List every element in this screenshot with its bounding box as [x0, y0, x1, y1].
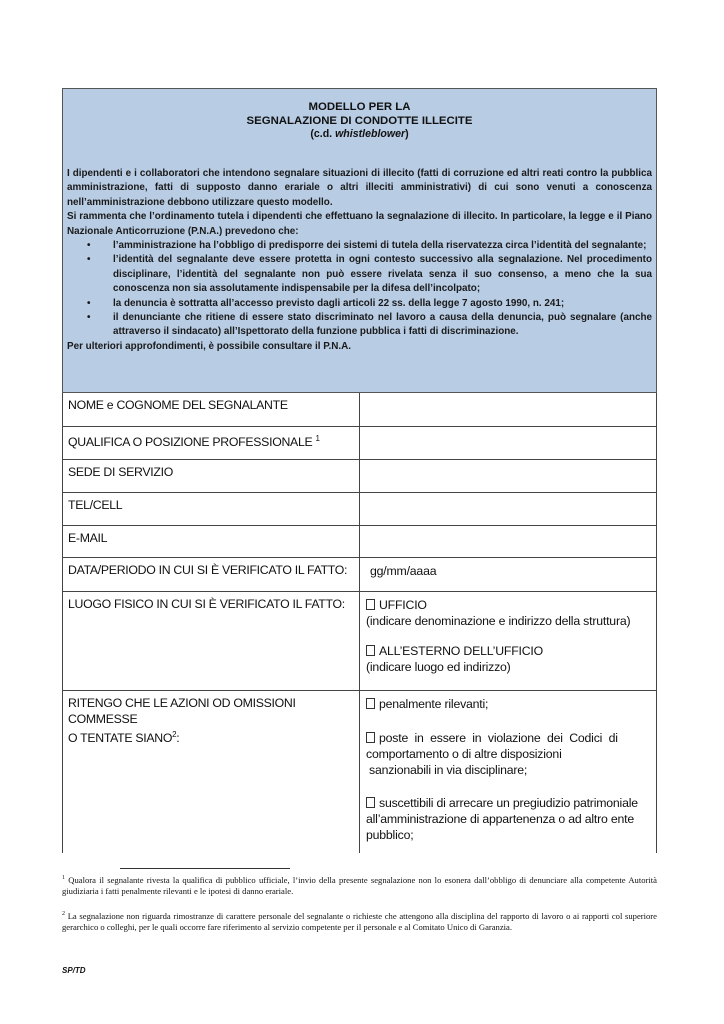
place-option-office[interactable]	[366, 597, 427, 613]
email-label: E-MAIL	[68, 531, 108, 545]
place-option-outside-note: (indicare luogo ed indirizzo)	[366, 660, 511, 674]
footnote-ref-2[interactable]: 2	[172, 730, 177, 739]
intro-paragraph-2: Si rammenta che l’ordinamento tutela i dipendenti che effettuano la segnalazione di illecito. In particolare, la legge e il Piano Nazionale Anticorruzione (P.N.A.) prevedono che:	[67, 211, 652, 237]
form-row-actions	[62, 691, 657, 853]
intro-bullet-list	[67, 239, 652, 340]
form-row-date	[62, 558, 657, 592]
field-label-cell	[63, 493, 360, 525]
form-row-name	[62, 393, 657, 427]
footnote-separator	[120, 868, 290, 869]
checkbox[interactable]	[366, 797, 375, 808]
name-field[interactable]	[360, 393, 656, 426]
role-label-text: QUALIFICA O POSIZIONE PROFESSIONALE	[68, 435, 313, 450]
footer-code: SP/TD	[62, 966, 86, 975]
intro-bullet: • la denuncia è sottratta all’accesso previsto dagli articoli 22 ss. della legge 7 agosto 1990, n. 241;	[67, 297, 652, 311]
title-line-2: SEGNALAZIONE DI CONDOTTE ILLECITE	[246, 114, 473, 127]
intro-bullet: • il denunciante che ritiene di essere stato discriminato nel lavoro a causa della denuncia, può segnalare (anche attraverso il sindacato) all’Ispettorato della funzione pubblica i fatti di discriminazione.	[67, 311, 652, 340]
date-placeholder: gg/mm/aaaa	[370, 564, 437, 578]
action-option-codes[interactable]	[366, 730, 648, 746]
intro-paragraph-3: Per ulteriori approfondimenti, è possibile consultare il P.N.A.	[67, 340, 352, 352]
action-option-criminal[interactable]	[366, 696, 488, 712]
footnote-2-number: 2	[62, 911, 65, 917]
form-row-office	[62, 460, 657, 493]
checkbox[interactable]	[366, 599, 375, 610]
date-label: DATA/PERIODO IN CUI SI È VERIFICATO IL FATTO:	[68, 563, 348, 577]
form-row-email	[62, 526, 657, 558]
intro-text	[67, 167, 652, 354]
header-box	[62, 88, 657, 393]
intro-paragraph-1: I dipendenti e i collaboratori che intendono segnalare situazioni di illecito (fatti di corruzione ed altri reati contro la pubblica amministrazione, fatti di supposto danno erariale o altri illeciti amministrativi) di cui sono venuti a conoscenza nell’amministrazione debbono utilizzare questo modello.	[67, 168, 652, 208]
field-label-cell	[63, 427, 360, 459]
footnote-2	[62, 909, 657, 933]
footnote-1-number: 1	[62, 875, 65, 881]
form-row-place	[62, 592, 657, 691]
field-label-cell	[63, 460, 360, 492]
phone-label: TEL/CELL	[68, 498, 123, 512]
office-field[interactable]	[360, 460, 656, 492]
place-option-outside[interactable]	[366, 643, 543, 659]
title-line-3-prefix: (c.d.	[310, 128, 336, 140]
footnote-ref-1[interactable]: 1	[315, 434, 320, 443]
actions-label-colon: :	[176, 731, 180, 746]
actions-label-line-1: RITENGO CHE LE AZIONI OD OMISSIONI COMMESSE	[68, 696, 296, 726]
checkbox[interactable]	[366, 645, 375, 656]
place-option-office-note: (indicare denominazione e indirizzo della struttura)	[366, 614, 631, 628]
action-option-damage-line-2: all’amministrazione di appartenenza o ad altro ente	[366, 812, 635, 826]
office-label: SEDE DI SERVIZIO	[68, 465, 173, 479]
title-line-3-italic: whistleblower	[335, 128, 406, 140]
name-label: NOME e COGNOME DEL SEGNALANTE	[68, 398, 288, 412]
footnote-1	[62, 873, 657, 897]
action-option-criminal-label: penalmente rilevanti;	[379, 697, 489, 711]
document-title	[63, 101, 656, 142]
title-line-3-suffix: )	[405, 128, 409, 140]
footnote-1-text: Qualora il segnalante rivesta la qualifica di pubblico ufficiale, l’invio della presente segnalazione non lo esonera dall’obbligo di denunciare alla competente Autorità giudiziaria i fatti penalmente rilevanti e le ipotesi di danno erariale.	[62, 874, 657, 896]
action-option-codes-line-2: comportamento o di altre disposizioni	[366, 747, 562, 761]
actions-label-line-2: O TENTATE SIANO	[68, 731, 173, 746]
field-label-cell	[63, 558, 360, 591]
field-label-cell	[63, 592, 360, 690]
action-option-codes-line-1: poste in essere in violazione dei Codici di	[379, 731, 618, 745]
actions-label	[68, 695, 359, 746]
place-option-outside-label: ALL’ESTERNO DELL’UFFICIO	[379, 644, 543, 658]
field-label-cell	[63, 691, 360, 853]
place-options	[360, 592, 656, 690]
action-option-damage-line-3: pubblico;	[366, 828, 414, 842]
role-label	[68, 431, 320, 450]
footnote-2-text: La segnalazione non riguarda rimostranze di carattere personale del segnalante o richieste che attengono alla disciplina del rapporto di lavoro o ai rapporti col superiore gerarchico o colleghi, per le quali occorre fare riferimento al servizio competente per il personale e al Comitato Unico di Garanzia.	[62, 910, 657, 932]
action-option-damage[interactable]	[366, 795, 638, 811]
email-field[interactable]	[360, 526, 656, 557]
action-option-damage-line-1: suscettibili di arrecare un pregiudizio patrimoniale	[379, 796, 638, 810]
date-field[interactable]	[360, 558, 656, 591]
phone-field[interactable]	[360, 493, 656, 525]
title-line-3	[63, 128, 656, 142]
action-option-codes-line-3: sanzionabili in via disciplinare;	[369, 763, 528, 777]
field-label-cell	[63, 393, 360, 426]
intro-bullet: • l’amministrazione ha l’obbligo di predisporre dei sistemi di tutela della riservatezza circa l’identità del segnalante;	[67, 239, 652, 253]
place-label: LUOGO FISICO IN CUI SI È VERIFICATO IL FATTO:	[68, 597, 345, 611]
title-line-1: MODELLO PER LA	[308, 101, 411, 113]
role-field[interactable]	[360, 427, 656, 459]
intro-bullet: • l’identità del segnalante deve essere protetta in ogni contesto successivo alla segnalazione. Nel procedimento disciplinare, l’identità del segnalante non può essere rivelata senza il suo consenso, a meno che la sua conoscenza non sia assolutamente indispensabile per la difesa dell’incolpato;	[67, 253, 652, 296]
field-label-cell	[63, 526, 360, 557]
form-row-role	[62, 427, 657, 460]
form-row-phone	[62, 493, 657, 526]
actions-options	[360, 691, 656, 853]
checkbox[interactable]	[366, 698, 375, 709]
place-option-office-label: UFFICIO	[379, 598, 427, 612]
checkbox[interactable]	[366, 732, 375, 743]
